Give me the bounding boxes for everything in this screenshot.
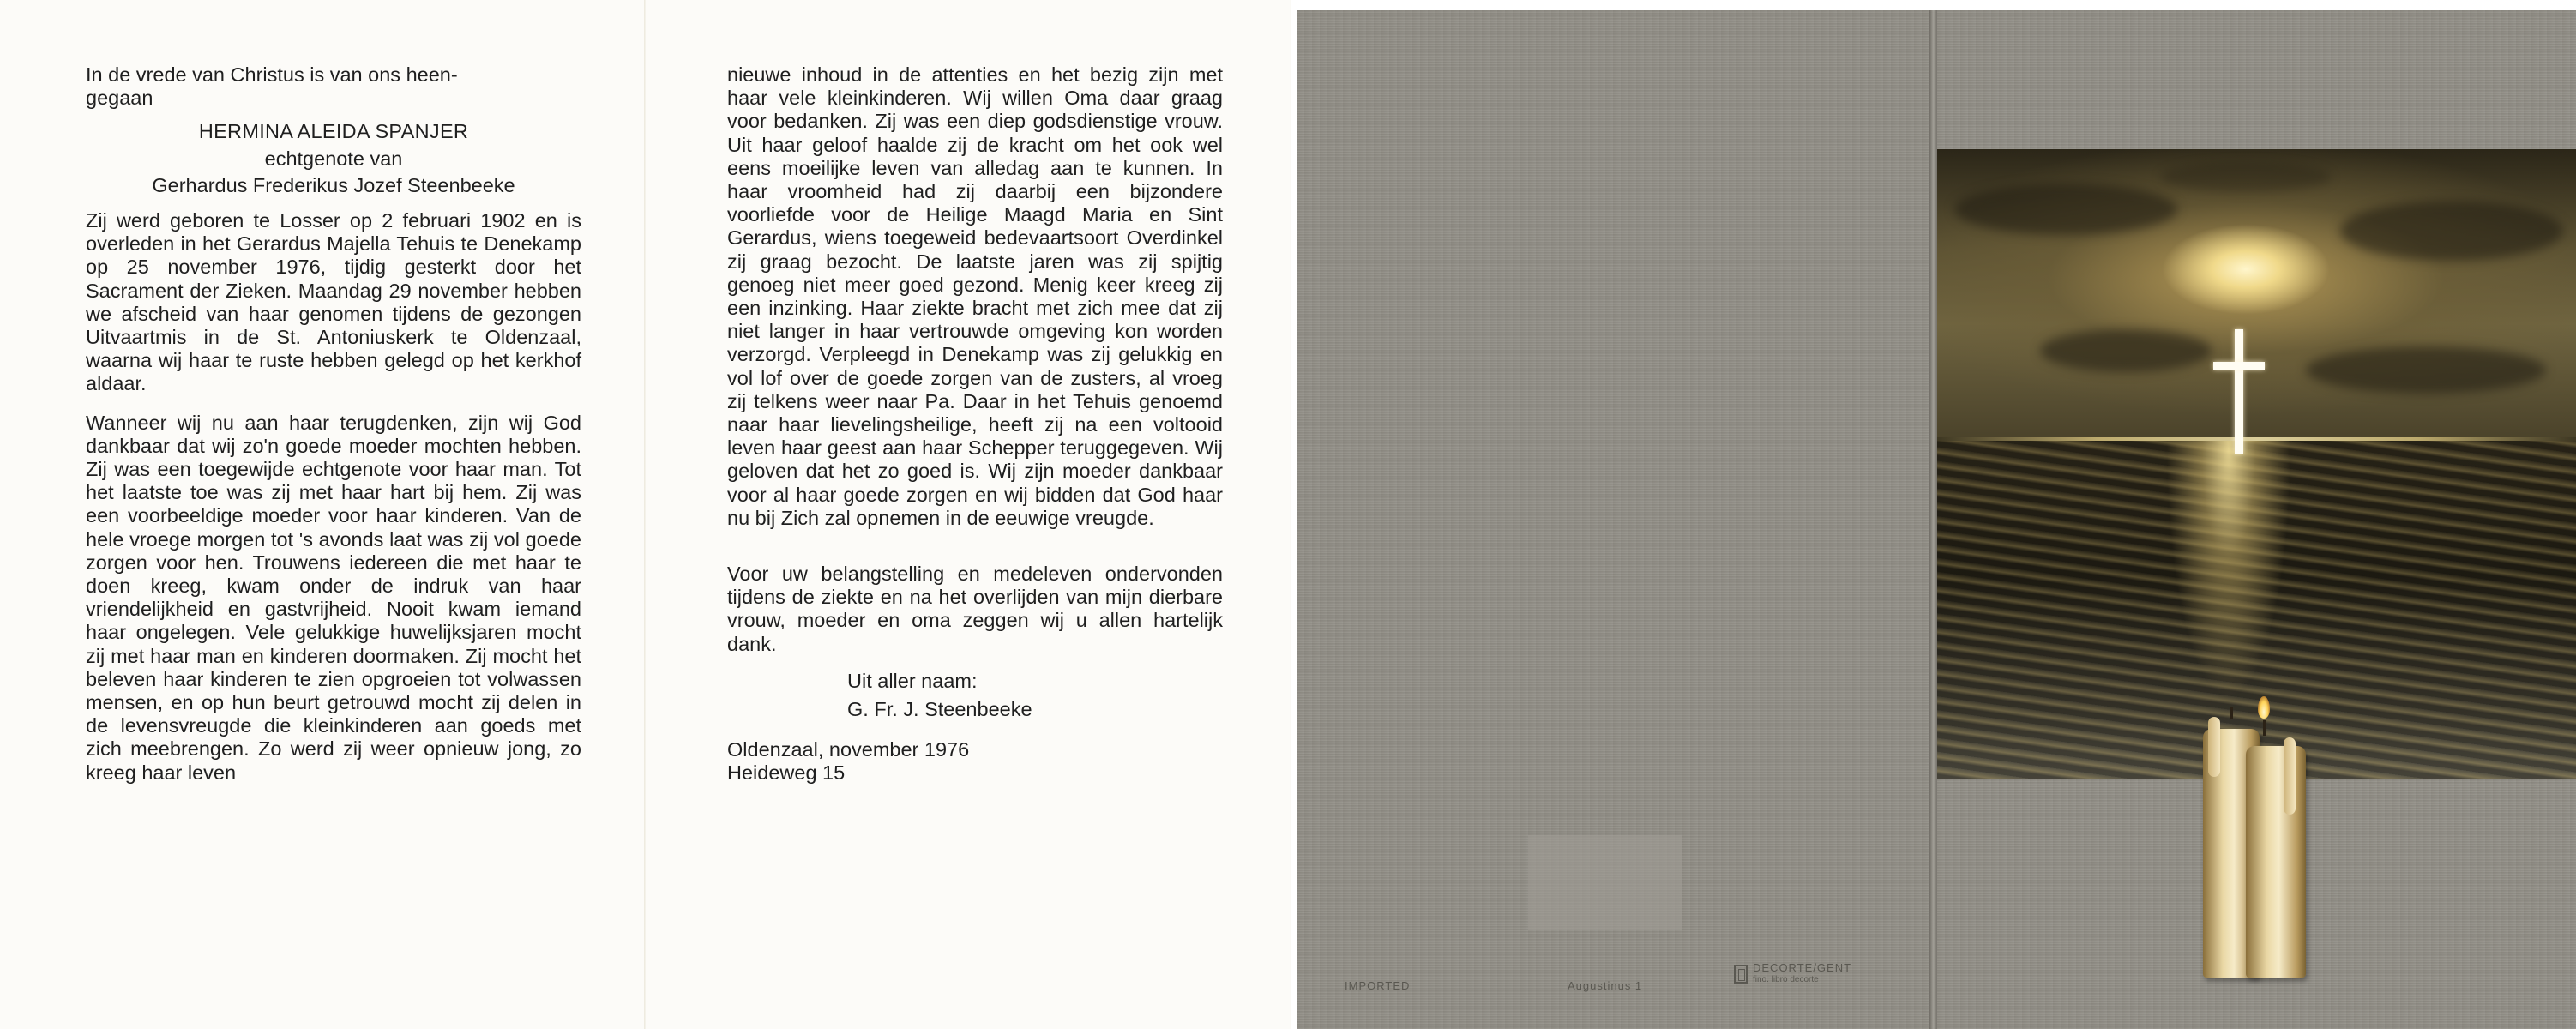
thanks-paragraph: Voor uw belangstelling en medeleven ondervonden tijdens de ziekte en na het overlijden van mijn dierbare vrouw, moeder en oma zeggen wij u allen hartelijk dank. [727,563,1223,655]
biography-paragraph: Zij werd geboren te Losser op 2 februari 1902 en is overleden in het Gerardus Majella Tehuis te Denekamp op 25 november 1976, tijdig gesterkt door het Sacrament der Zieken. Maandag 29 november hebben we afscheid van haar genomen tijdens de gezongen Uitvaartmis in de St. Antoniuskerk te Oldenzaal, waarna wij haar te ruste hebben gelegd op het kerkhof aldaar. [86,209,581,395]
deceased-name: HERMINA ALEIDA SPANJER [198,120,469,143]
seascape-photo [1937,149,2576,779]
spouse-name: Gerhardus Frederikus Jozef Steenbeeke [152,173,515,196]
front-cover [1937,10,2576,1029]
candles-icon [2191,695,2311,978]
address: Heideweg 15 [727,761,846,785]
imported-imprint: IMPORTED [1345,979,1411,992]
series-imprint: Augustinus 1 [1568,979,1643,992]
publisher-logo-icon [1734,965,1748,984]
flame-icon [2258,696,2270,719]
cover-spine [1929,10,1937,1029]
relation-text: echtgenote van [264,147,403,170]
inner-fold [644,0,646,1029]
publisher-mark [1734,962,1851,986]
remembrance-continued: nieuwe inhoud in de attenties en het bezig zijn met haar vele kleinkinderen. Wij willen Oma daar graag voor bedanken. Zij was een diep godsdienstige vrouw. Uit haar geloof haalde zij de kracht om het ook wel eens moeilijke leven van alledag aan te kunnen. In haar vroomheid had zij daarbij een bijzondere voorliefde voor de Heilige Maagd Maria en Sint Gerardus, wiens toegeweid bedevaartsoort Overdinkel zij graag bezocht. De laatste jaren was zij spijtig genoeg niet meer goed gezond. Menig keer kreeg zij een inzinking. Haar ziekte bracht met zich mee dat zij niet langer in haar vertrouwde omgeving kon worden verzorgd. Verpleegd in Denekamp was zij gelukkig en vol lof over de goede zorgen van de zusters, al vroeg zij telkens weer naar Pa. Daar in het Tehuis genoemd naar haar lievelingsheilige, heeft zij na een voltooid leven haar geest aan haar Schepper teruggegeven. Wij geloven dat het zo goed is. Wij zijn moeder dankbaar voor al haar goede zorgen en wij bidden dat God haar nu bij Zich zal opnemen in de eeuwige vreugde. [727,63,1223,529]
opening-line-cont: gegaan [86,87,153,110]
signature-intro: Uit aller naam: [847,669,978,692]
remembrance-paragraph: Wanneer wij nu aan haar terugdenken, zijn wij God dankbaar dat wij zo'n goede moeder mochten hebben. Zij was een toegewijde echtgenote voor haar man. Tot het laatste toe was zij met haar hart bij hem. Zij was een voorbeeldige moeder voor haar kinderen. Van de hele vroege morgen tot 's avonds laat was zij vol goede zorgen voor hen. Trouwens iedereen die met haar te doen kreeg, kwam onder de indruk van haar vriendelijkheid en gastvrijheid. Nooit kwam iemand haar ongelegen. Vele gelukkige huwelijksjaren mocht zij met haar man en kinderen doormaken. Zij mocht het beleven haar kinderen te zien opgroeien tot volwassen mensen, en op hun beurt getrouwd mocht zij delen in de levensvreugde die kleinkinderen aan goeds met zich meebrengen. Zo werd zij weer opnieuw jong, zo kreeg haar leven [86,411,581,784]
candle-right [2246,746,2306,978]
place-date: Oldenzaal, november 1976 [727,738,970,761]
back-label-area [1528,835,1682,930]
left-text-column [86,63,581,785]
cover-spread [1297,10,2576,1029]
cross-icon [2213,329,2265,454]
publisher-name: DECORTE/GENT [1753,961,1852,974]
publisher-subtitle: fino. libro decorte [1753,975,1819,984]
right-text-column [727,63,1223,785]
signature-name: G. Fr. J. Steenbeeke [847,698,1032,721]
back-cover [1297,10,1929,1029]
opening-line: In de vrede van Christus is van ons heen- [86,63,458,86]
